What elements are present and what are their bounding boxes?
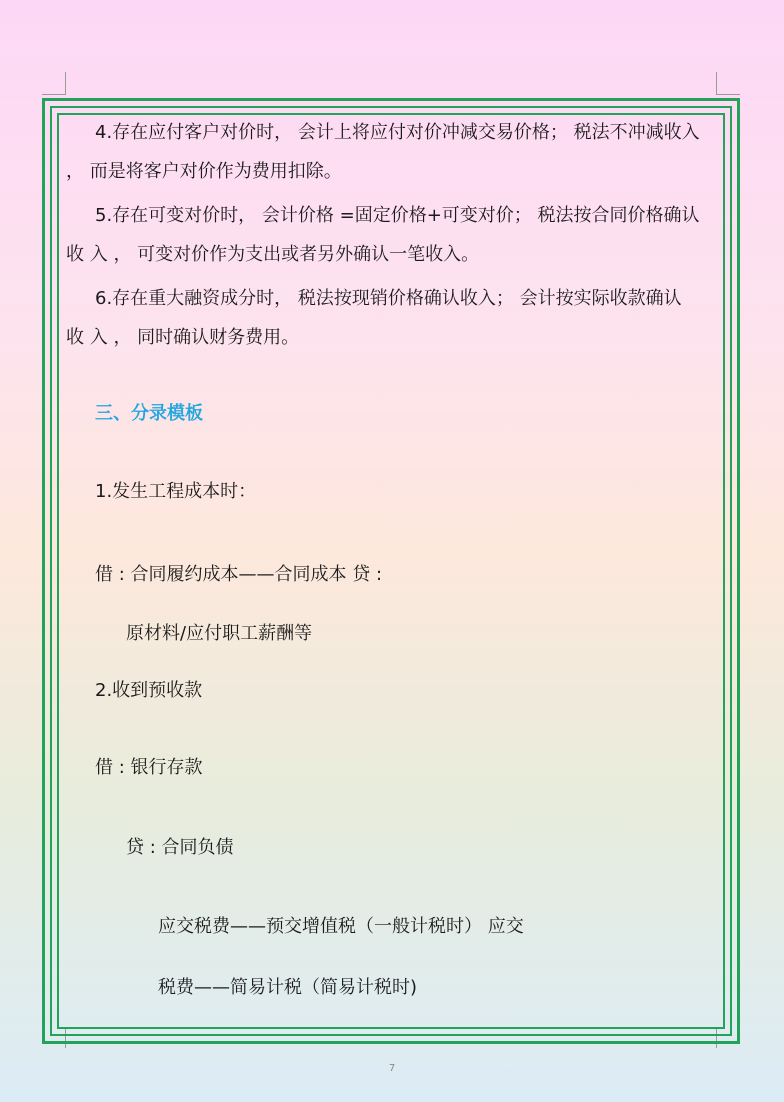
entry-step-2: 2.收到预收款 (95, 680, 203, 701)
crop-mark-top-right-v (716, 72, 717, 94)
entry-credit-materials: 原材料/应付职工薪酬等 (126, 623, 313, 644)
section-heading: 三、分录模板 (95, 403, 203, 424)
paragraph-4-line-2: ， 而是将客户对价作为费用扣除。 (66, 161, 342, 182)
paragraph-5-line-1: 5.存在可变对价时， 会计价格 =固定价格+可变对价； 税法按合同价格确认 (95, 205, 700, 226)
crop-mark-top-left-h (42, 94, 66, 95)
paragraph-6-line-1: 6.存在重大融资成分时， 税法按现销价格确认收入； 会计按实际收款确认 (95, 288, 682, 309)
entry-debit-contract-cost: 借 : 合同履约成本——合同成本 贷 : (95, 564, 383, 585)
paragraph-5-line-2: 收 入 ， 可变对价作为支出或者另外确认一笔收入。 (66, 244, 480, 265)
entry-credit-tax-line-2: 税费——简易计税（简易计税时) (158, 977, 418, 998)
entry-credit-tax-line-1: 应交税费——预交增值税（一般计税时） 应交 (158, 916, 524, 937)
entry-credit-contract-liability: 贷 : 合同负债 (126, 837, 234, 858)
paragraph-4-line-1: 4.存在应付客户对价时， 会计上将应付对价冲减交易价格； 税法不冲减收入 (95, 122, 700, 143)
entry-step-1: 1.发生工程成本时： (95, 481, 257, 502)
entry-debit-bank-deposit: 借 : 银行存款 (95, 757, 203, 778)
crop-mark-top-right-h (716, 94, 740, 95)
paragraph-6-line-2: 收 入 ， 同时确认财务费用。 (66, 327, 300, 348)
page-number: 7 (388, 1063, 396, 1074)
crop-mark-top-left-v (65, 72, 66, 94)
